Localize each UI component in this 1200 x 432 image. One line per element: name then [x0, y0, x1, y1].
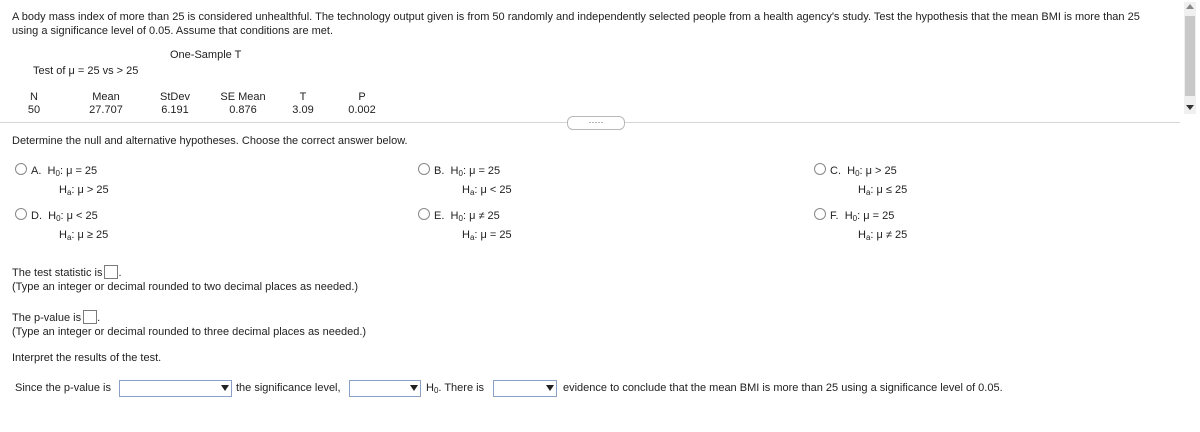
interpret-prompt: Interpret the results of the test.: [12, 352, 162, 364]
h0-sub: 0: [852, 214, 858, 223]
table-cell-se-mean: 0.876: [229, 104, 257, 116]
evidence-conclusion: evidence to conclude that the mean BMI is more than 25 using a significance level of 0.05.: [563, 382, 1003, 394]
table-header-stdev: StDev: [160, 91, 190, 103]
table-cell-mean: 27.707: [89, 104, 123, 116]
colon: :: [474, 229, 478, 241]
option-e[interactable]: [418, 208, 512, 246]
option-d[interactable]: [15, 208, 108, 246]
table-cell-stdev: 6.191: [161, 104, 189, 116]
option-ha: μ = 25: [480, 229, 512, 241]
h-label: H: [847, 165, 856, 177]
ha-sub: a: [66, 233, 72, 242]
ha-sub: a: [469, 233, 475, 242]
h-label: H: [462, 229, 470, 241]
h-label: H: [450, 165, 459, 177]
option-h0: μ = 25: [469, 165, 501, 177]
colon: :: [870, 229, 874, 241]
option-ha: μ < 25: [480, 184, 512, 196]
scroll-thumb[interactable]: [1185, 16, 1195, 96]
option-h0: μ < 25: [66, 210, 98, 222]
ha-sub: a: [865, 233, 871, 242]
h-label: H: [462, 184, 470, 196]
scroll-down-arrow-icon[interactable]: [1186, 105, 1194, 110]
radio-d[interactable]: [15, 208, 27, 220]
colon: :: [859, 165, 863, 177]
table-header-se-mean: SE Mean: [220, 91, 266, 103]
radio-a[interactable]: [15, 163, 27, 175]
option-ha: μ ≤ 25: [876, 184, 908, 196]
colon: :: [474, 184, 478, 196]
dropdown-arrow-icon: [546, 385, 554, 391]
h-label: H: [48, 210, 57, 222]
h-label: H: [426, 382, 434, 394]
table-cell-p: 0.002: [348, 104, 376, 116]
colon: :: [59, 165, 63, 177]
comparison-dropdown[interactable]: [119, 380, 232, 397]
test-statistic-row: [12, 265, 122, 279]
radio-e[interactable]: [418, 208, 430, 220]
h-label: H: [858, 229, 866, 241]
there-is-text: . There is: [438, 382, 485, 394]
test-statistic-hint: (Type an integer or decimal rounded to two decimal places as needed.): [12, 281, 359, 293]
table-header-n: N: [30, 91, 38, 103]
table-header-p: P: [358, 91, 366, 103]
option-h0: μ ≠ 25: [469, 210, 500, 222]
table-header-t: T: [299, 91, 307, 103]
h0-sub: 0: [458, 214, 463, 223]
option-letter: E.: [434, 210, 445, 222]
period: .: [97, 312, 101, 324]
question-text: A body mass index of more than 25 is considered unhealthful. The technology output given is from 50 randomly and independently selected people from a health agency's study. Test the hypothesis that the mean BMI is more than 25 using a significance level of 0.05. Assume that conditions are met.: [12, 11, 1140, 37]
colon: :: [870, 184, 874, 196]
table-header-mean: Mean: [92, 91, 120, 103]
p-value-hint: (Type an integer or decimal rounded to three decimal places as needed.): [12, 326, 367, 338]
hypotheses-prompt: Determine the null and alternative hypotheses. Choose the correct answer below.: [12, 135, 408, 147]
test-of-label: Test of μ = 25 vs > 25: [33, 65, 139, 77]
option-a[interactable]: [15, 163, 109, 201]
ha-sub: a: [66, 188, 72, 197]
option-ha: μ ≥ 25: [77, 229, 109, 241]
p-value-row: [12, 310, 100, 324]
test-statistic-input[interactable]: [104, 265, 118, 279]
colon: :: [462, 165, 466, 177]
h-label: H: [59, 229, 67, 241]
h0-there-is-label: [426, 382, 484, 395]
radio-f[interactable]: [814, 208, 826, 220]
option-h0: μ > 25: [865, 165, 897, 177]
option-h0: μ = 25: [863, 210, 895, 222]
p-value-label: The p-value is: [12, 312, 82, 324]
h-label: H: [858, 184, 866, 196]
h-label: H: [47, 165, 56, 177]
h0-sub: 0: [855, 169, 860, 178]
output-title: One-Sample T: [170, 49, 242, 61]
h0-sub: 0: [56, 214, 61, 223]
ha-sub: a: [865, 188, 871, 197]
decision-dropdown[interactable]: [349, 380, 421, 397]
colon: :: [71, 184, 75, 196]
table-cell-t: 3.09: [292, 104, 314, 116]
option-letter: A.: [31, 165, 42, 177]
dropdown-arrow-icon: [221, 385, 229, 391]
dropdown-arrow-icon: [410, 385, 418, 391]
h0-sub: 0: [55, 169, 60, 178]
radio-b[interactable]: [418, 163, 430, 175]
h0-sub: 0: [458, 169, 463, 178]
ha-sub: a: [469, 188, 475, 197]
period: .: [118, 267, 122, 279]
colon: :: [71, 229, 75, 241]
option-c[interactable]: [814, 163, 907, 201]
colon: :: [462, 210, 466, 222]
h0-sub: 0: [433, 386, 439, 395]
test-statistic-label: The test statistic is: [12, 267, 103, 279]
scroll-up-arrow-icon[interactable]: [1186, 4, 1194, 9]
option-letter: B.: [434, 165, 445, 177]
option-letter: D.: [31, 210, 42, 222]
option-b[interactable]: [418, 163, 512, 201]
option-h0: μ = 25: [66, 165, 98, 177]
radio-c[interactable]: [814, 163, 826, 175]
p-value-input[interactable]: [83, 310, 97, 324]
h-label: H: [59, 184, 67, 196]
option-f[interactable]: [814, 208, 907, 246]
h-label: H: [450, 210, 459, 222]
colon: :: [857, 210, 861, 222]
option-ha: μ ≠ 25: [876, 229, 908, 241]
option-letter: F.: [830, 210, 839, 222]
evidence-dropdown[interactable]: [493, 380, 557, 397]
option-letter: C.: [830, 165, 841, 177]
table-cell-n: 50: [27, 104, 41, 116]
significance-label: the significance level,: [236, 382, 341, 394]
since-label: Since the p-value is: [15, 382, 111, 394]
question-scrollbar[interactable]: [1184, 2, 1196, 114]
colon: :: [60, 210, 64, 222]
option-ha: μ > 25: [77, 184, 109, 196]
h-label: H: [844, 210, 853, 222]
more-button[interactable]: ·····: [567, 116, 625, 130]
